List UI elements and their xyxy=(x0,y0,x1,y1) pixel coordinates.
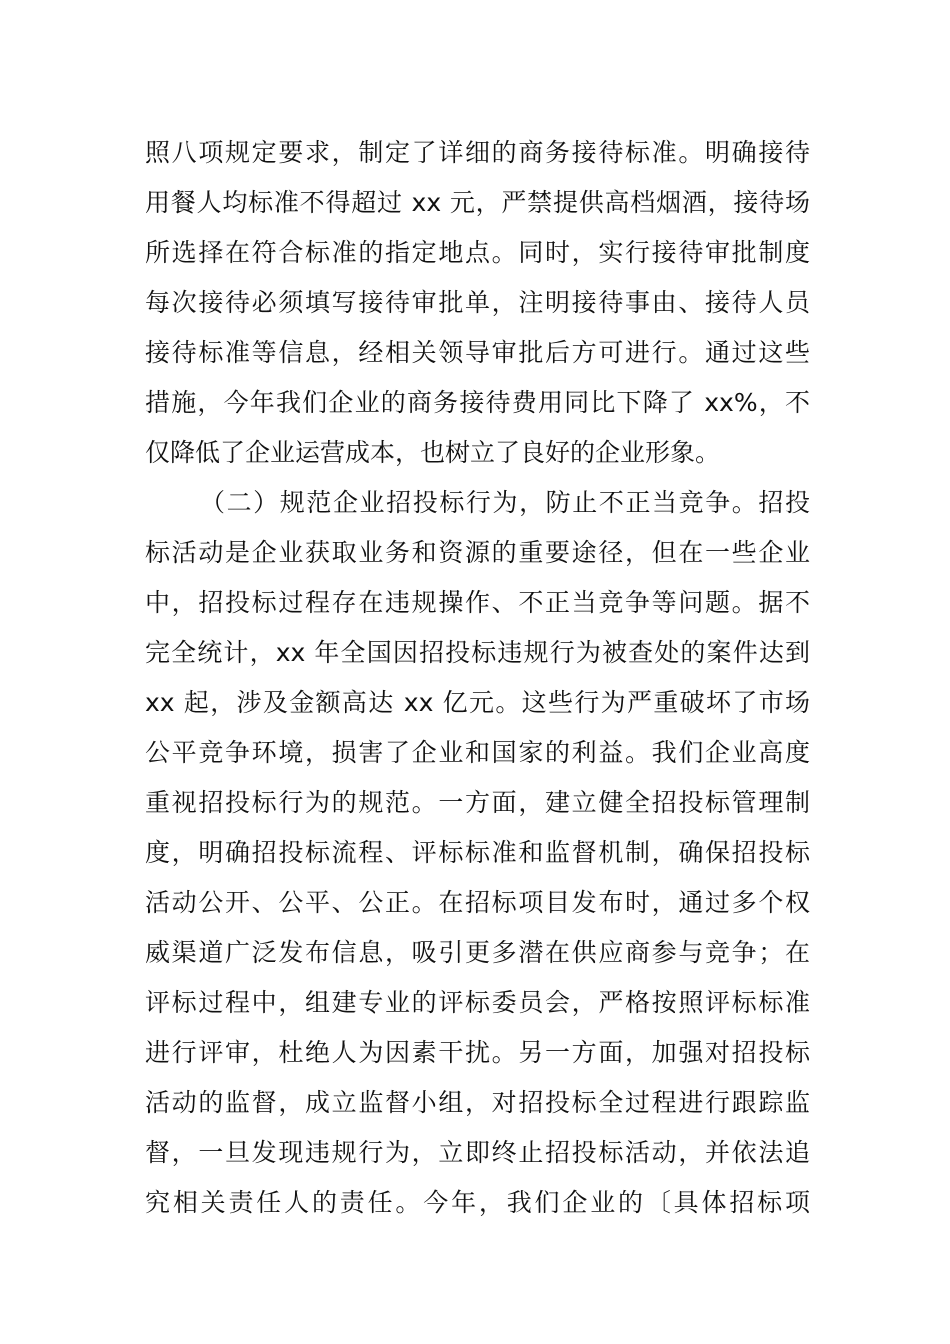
text-line: 评标过程中，组建专业的评标委员会，严格按照评标标准 xyxy=(145,988,810,1017)
text-line: 督，一旦发现违规行为，立即终止招投标活动，并依法追 xyxy=(145,1138,810,1167)
text-line: 究相关责任人的责任。今年，我们企业的〔具体招标项 xyxy=(145,1188,810,1217)
text-line: 照八项规定要求，制定了详细的商务接待标准。明确接待 xyxy=(145,138,810,167)
text-line: 活动公开、公平、公正。在招标项目发布时，通过多个权 xyxy=(145,888,810,917)
text-line: 仅降低了企业运营成本，也树立了良好的企业形象。 xyxy=(145,438,721,467)
text-line: 所选择在符合标准的指定地点。同时，实行接待审批制度 xyxy=(145,238,810,267)
text-line: 中，招投标过程存在违规操作、不正当竞争等问题。据不 xyxy=(145,588,810,617)
text-line: xx 起，涉及金额高达 xx 亿元。这些行为严重破坏了市场 xyxy=(145,688,810,717)
text-line: 标活动是企业获取业务和资源的重要途径，但在一些企业 xyxy=(145,538,810,567)
text-line: 公平竞争环境，损害了企业和国家的利益。我们企业高度 xyxy=(145,738,810,767)
text-line: 每次接待必须填写接待审批单，注明接待事由、接待人员 xyxy=(145,288,810,317)
text-line: 接待标准等信息，经相关领导审批后方可进行。通过这些 xyxy=(145,338,810,367)
text-line: 威渠道广泛发布信息，吸引更多潜在供应商参与竞争；在 xyxy=(145,938,810,967)
text-line: 完全统计，xx 年全国因招投标违规行为被查处的案件达到 xyxy=(145,638,810,667)
text-line: 活动的监督，成立监督小组，对招投标全过程进行跟踪监 xyxy=(145,1088,810,1117)
section-heading-line: （二）规范企业招投标行为，防止不正当竞争。招投 xyxy=(200,488,810,517)
body-text xyxy=(145,128,810,1228)
text-line: 措施，今年我们企业的商务接待费用同比下降了 xx%，不 xyxy=(145,388,810,417)
text-line: 重视招投标行为的规范。一方面，建立健全招投标管理制 xyxy=(145,788,810,817)
text-line: 度，明确招投标流程、评标标准和监督机制，确保招投标 xyxy=(145,838,810,867)
text-line: 进行评审，杜绝人为因素干扰。另一方面，加强对招投标 xyxy=(145,1038,810,1067)
text-line: 用餐人均标准不得超过 xx 元，严禁提供高档烟酒，接待场 xyxy=(145,188,810,217)
